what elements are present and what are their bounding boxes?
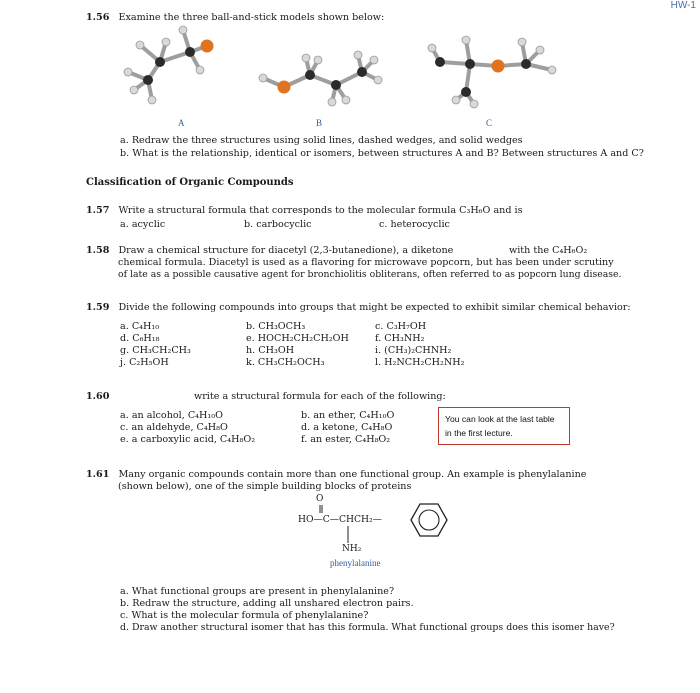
structure-name: phenylalanine	[330, 558, 381, 568]
hw-tag: HW-1	[670, 0, 696, 11]
problem-1-57-b: b. carbocyclic	[244, 219, 312, 230]
compound-item: i. (CH₃)₂CHNH₂	[375, 345, 452, 356]
problem-1-58-header	[86, 245, 453, 256]
problem-1-61-c: c. What is the molecular formula of phenylalanine?	[120, 610, 369, 621]
compound-item: c. C₃H₇OH	[375, 321, 427, 332]
compound-item: l. H₂NCH₂CH₂NH₂	[375, 357, 465, 368]
problem-1-57-a: a. acyclic	[120, 219, 166, 230]
compound-item: k. CH₃CH₂OCH₃	[246, 357, 325, 368]
problem-number: 1.56	[86, 12, 110, 23]
formula-item: e. a carboxylic acid, C₄H₈O₂	[120, 434, 256, 445]
problem-1-56-b: b. What is the relationship, identical or isomers, between structures A and B? Between structures A and C?	[120, 148, 644, 159]
problem-1-58-line3: of late as a possible causative agent for bronchiolitis obliterans, often referred to as popcorn lung disease.	[118, 269, 622, 280]
section-heading: Classification of Organic Compounds	[86, 177, 294, 188]
problem-text: Many organic compounds contain more than one functional group. An example is phenylalanine	[118, 469, 587, 480]
structure-main-chain: HO—C—CHCH₂—	[298, 514, 382, 525]
problem-1-61-b: b. Redraw the structure, adding all unshared electron pairs.	[120, 598, 414, 609]
compound-item: b. CH₃OCH₃	[246, 321, 306, 332]
problem-1-56-a: a. Redraw the three structures using solid lines, dashed wedges, and solid wedges	[120, 135, 523, 146]
compound-item: g. CH₃CH₂CH₃	[120, 345, 191, 356]
structure-amine: NH₂	[342, 544, 362, 554]
compound-item: a. C₄H₁₀	[120, 321, 160, 332]
formula-item: c. an aldehyde, C₄H₈O	[120, 422, 228, 433]
problem-1-61-d: d. Draw another structural isomer that has this formula. What functional groups does this isomer have?	[120, 622, 615, 633]
problem-1-61-header	[86, 469, 586, 480]
problem-number: 1.58	[86, 245, 110, 256]
problem-1-61-line2: (shown below), one of the simple building blocks of proteins	[118, 481, 412, 492]
problem-text: Write a structural formula that corresponds to the molecular formula C₃H₆O and is	[118, 205, 523, 216]
model-label-a: A	[178, 118, 185, 128]
problem-text: Examine the three ball-and-stick models shown below:	[118, 12, 385, 23]
formula-item: f. an ester, C₄H₈O₂	[301, 434, 391, 445]
problem-number: 1.57	[86, 205, 110, 216]
compound-item: e. HOCH₂CH₂CH₂OH	[246, 333, 349, 344]
problem-1-60-text: write a structural formula for each of the following:	[194, 391, 446, 402]
problem-number: 1.61	[86, 469, 110, 480]
problem-1-60-number: 1.60	[86, 391, 110, 402]
problem-1-58-line2: chemical formula. Diacetyl is used as a flavoring for microwave popcorn, but has been under scrutiny	[118, 257, 614, 268]
formula-item: d. a ketone, C₄H₈O	[301, 422, 393, 433]
compound-item: d. C₆H₁₈	[120, 333, 160, 344]
problem-1-61-a: a. What functional groups are present in phenylalanine?	[120, 586, 395, 597]
compound-item: h. CH₃OH	[246, 345, 295, 356]
structure-oxygen: O	[316, 494, 324, 504]
model-label-c: C	[486, 118, 493, 128]
compound-item: f. CH₃NH₂	[375, 333, 425, 344]
problem-number: 1.59	[86, 302, 110, 313]
problem-text: Draw a chemical structure for diacetyl (2,3-butanedione), a diketone	[118, 245, 454, 256]
problem-1-59-header	[86, 302, 631, 313]
problem-1-57-c: c. heterocyclic	[379, 219, 450, 230]
problem-text: Divide the following compounds into groups that might be expected to exhibit similar chemical behavior:	[118, 302, 631, 313]
compound-item: j. C₂H₅OH	[120, 357, 169, 368]
model-label-b: B	[316, 118, 323, 128]
annotation-note: You can look at the last table in the first lecture.	[438, 407, 570, 445]
formula-item: b. an ether, C₄H₁₀O	[301, 410, 395, 421]
problem-1-58-formula: with the C₄H₆O₂	[509, 245, 588, 256]
formula-item: a. an alcohol, C₄H₁₀O	[120, 410, 223, 421]
problem-1-57-header	[86, 205, 523, 216]
